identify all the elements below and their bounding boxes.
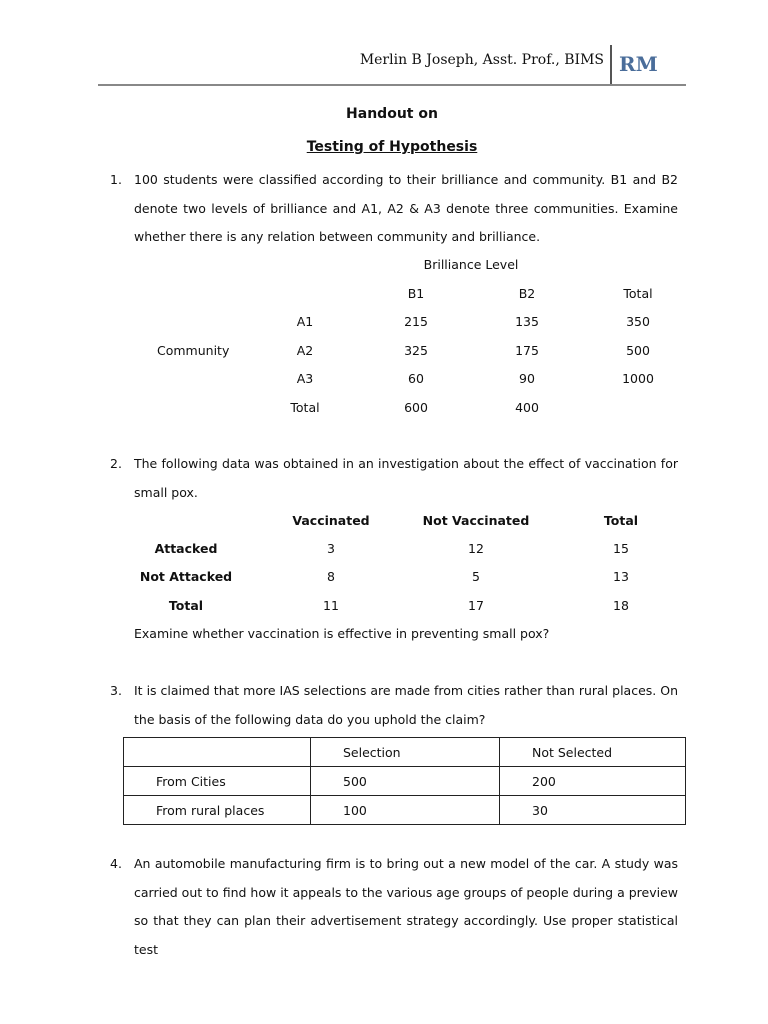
- row-group-label: Community: [157, 343, 230, 358]
- table-row: [124, 796, 686, 825]
- table-cell: 175: [515, 343, 539, 358]
- question-number: 4.: [110, 856, 122, 871]
- row-label: A1: [296, 314, 314, 329]
- table-cell: 30: [500, 796, 686, 825]
- table-header-cell: [124, 738, 311, 767]
- table-header-cell: Not Selected: [500, 738, 686, 767]
- table-cell: 500: [626, 343, 650, 358]
- header-author: Merlin B Joseph, Asst. Prof., BIMS: [359, 52, 604, 68]
- question-1: [110, 166, 678, 252]
- question-text: An automobile manufacturing firm is to bring out a new model of the car. A study was carried out to find how it appeals to the various age groups of people during a preview so that they can plan their advertisement strategy accordingly. Use proper statistical test: [134, 856, 678, 957]
- table-cell: 18: [613, 598, 629, 613]
- question-number: 1.: [110, 172, 122, 187]
- table-cell: 12: [468, 541, 484, 556]
- table-cell: 11: [323, 598, 339, 613]
- table-row: [124, 767, 686, 796]
- table-header-row: [124, 738, 686, 767]
- column-header: Vaccinated: [292, 513, 370, 528]
- column-header: B2: [518, 286, 536, 301]
- row-label: Not Attacked: [139, 569, 233, 584]
- table-cell: 60: [408, 371, 424, 386]
- table-cell: 1000: [622, 371, 654, 386]
- column-header: Total: [603, 513, 639, 528]
- table-cell: 400: [515, 400, 539, 415]
- question-text: It is claimed that more IAS selections are made from cities rather than rural places. On the basis of the following data do you uphold the claim?: [134, 683, 678, 727]
- question-4: [110, 850, 678, 964]
- header-rule: [98, 84, 686, 86]
- table-cell: 90: [519, 371, 535, 386]
- table-cell: 350: [626, 314, 650, 329]
- table-cell: 215: [404, 314, 428, 329]
- table-cell: 15: [613, 541, 629, 556]
- table-cell: 500: [311, 767, 500, 796]
- question-2: [110, 450, 678, 507]
- question-number: 2.: [110, 456, 122, 471]
- table-cell: From Cities: [124, 767, 311, 796]
- row-label: Total: [290, 400, 320, 415]
- column-header: B1: [407, 286, 425, 301]
- question-number: 3.: [110, 683, 122, 698]
- header-divider: [610, 45, 612, 85]
- row-label: A2: [296, 343, 314, 358]
- question-3: [110, 677, 678, 734]
- handout-title: Handout on: [346, 106, 438, 122]
- table-cell: From rural places: [124, 796, 311, 825]
- question-text: The following data was obtained in an investigation about the effect of vaccination for small pox.: [134, 456, 678, 500]
- table-group-label: Brilliance Level: [423, 257, 519, 272]
- row-label: Total: [168, 598, 204, 613]
- row-label: A3: [296, 371, 314, 386]
- table-cell: 8: [327, 569, 335, 584]
- table-header-cell: Selection: [311, 738, 500, 767]
- q2-question: Examine whether vaccination is effective in preventing small pox?: [134, 626, 550, 641]
- table-cell: 135: [515, 314, 539, 329]
- table-cell: 600: [404, 400, 428, 415]
- table-cell: 325: [404, 343, 428, 358]
- question-text: 100 students were classified according to their brilliance and community. B1 and B2 denote two levels of brilliance and A1, A2 & A3 denote three communities. Examine whether there is any relation between community and brilliance.: [134, 172, 678, 244]
- row-label: Attacked: [154, 541, 218, 556]
- column-header: Total: [623, 286, 653, 301]
- table-cell: 3: [327, 541, 335, 556]
- table-cell: 17: [468, 598, 484, 613]
- handout-subtitle: Testing of Hypothesis: [306, 139, 478, 155]
- q3-table: [123, 737, 686, 825]
- table-cell: 5: [472, 569, 480, 584]
- rm-logo: RM: [619, 52, 658, 76]
- table-cell: 13: [613, 569, 629, 584]
- table-cell: 200: [500, 767, 686, 796]
- column-header: Not Vaccinated: [422, 513, 530, 528]
- table-cell: 100: [311, 796, 500, 825]
